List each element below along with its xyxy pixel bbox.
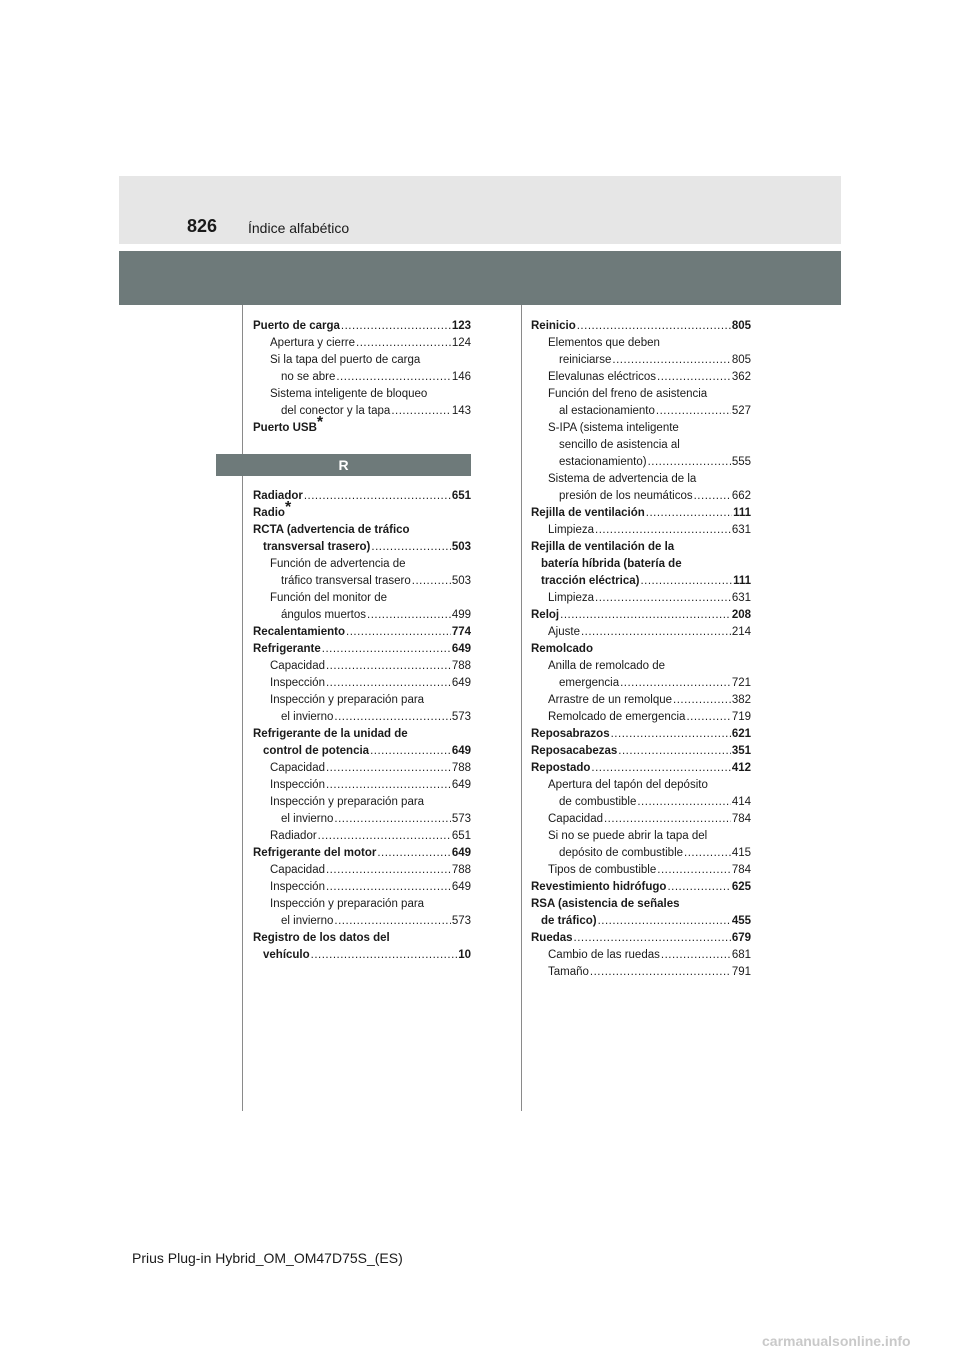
index-column-left [253,318,471,964]
index-entry [253,811,471,828]
dot-leader [326,675,451,692]
page-number: 826 [187,216,218,236]
index-entry: Inspección y preparación para [270,796,425,808]
index-entry: Refrigerante de la unidad de [253,728,408,740]
index-entry [253,760,471,777]
dot-leader [346,624,451,641]
dot-leader [367,607,451,624]
entry-page-number: 415 [731,847,751,859]
dot-leader [598,913,731,930]
entry-page-number: 146 [451,371,471,383]
index-entry: batería híbrida (batería de [541,558,682,570]
index-entry [253,335,471,352]
entry-text: vehículo [263,949,310,961]
entry-text: Tamaño [548,966,589,978]
index-entry [253,573,471,590]
section-letter-header: R [216,454,471,476]
entry-page-number: 10 [458,949,471,961]
dot-leader [334,913,450,930]
entry-text: Radio [253,507,285,519]
entry-text: Reposacabezas [531,745,618,757]
page-title: Índice alfabético [248,220,350,236]
entry-page-number: 351 [731,745,751,757]
entry-page-number: 625 [731,881,751,893]
dot-leader [574,930,731,947]
right-entries [531,318,751,981]
entry-text: transversal trasero) [263,541,371,553]
index-entry [253,369,471,386]
entry-page-number: 573 [451,915,471,927]
index-entry [253,539,471,556]
index-entry [531,947,751,964]
header-band [119,176,841,244]
index-entry: Sistema inteligente de bloqueo [270,388,428,400]
entry-page-number: 805 [731,354,751,366]
index-entry [531,573,751,590]
entry-text: Radiador [270,830,317,842]
dot-leader [356,335,451,352]
entry-page-number: 649 [451,779,471,791]
index-entry [531,913,751,930]
index-entry [531,607,751,624]
entry-page-number: 784 [731,813,751,825]
entry-page-number: 651 [451,830,471,842]
index-entry [253,709,471,726]
index-entry: Función del monitor de [270,592,387,604]
index-column-right [531,318,751,981]
entry-text: tracción eléctrica) [541,575,640,587]
entry-page-number: 412 [731,762,751,774]
footnote-star: * [284,499,292,516]
dot-leader [334,811,450,828]
index-entry: Función de advertencia de [270,558,406,570]
entry-text: Revestimiento hidrófugo [531,881,667,893]
entry-page-number: 649 [451,745,471,757]
index-entry [253,641,471,658]
index-entry [531,488,751,505]
dot-leader [684,845,731,862]
entry-text: Inspección [270,881,325,893]
entry-page-number: 679 [731,932,751,944]
index-entry [253,403,471,420]
entry-page-number: 573 [451,711,471,723]
index-entry: Anilla de remolcado de [548,660,665,672]
dot-leader [648,454,731,471]
entry-page-number: 621 [731,728,751,740]
entry-page-number: 455 [731,915,751,927]
index-entry [253,828,471,845]
dot-leader [334,709,450,726]
entry-text: estacionamiento) [559,456,647,468]
entry-text: Inspección [270,677,325,689]
index-entry [531,692,751,709]
entry-page-number: 573 [451,813,471,825]
entry-text: Reloj [531,609,560,621]
dot-leader [661,947,731,964]
dot-leader [667,879,730,896]
entry-text: Limpieza [548,524,595,536]
index-entry [531,675,751,692]
dot-leader [318,828,451,845]
dot-leader [370,743,451,760]
entry-page-number: 503 [451,541,471,553]
entry-page-number: 662 [731,490,751,502]
entry-page-number: 214 [731,626,751,638]
dot-leader [686,709,730,726]
dot-leader [326,760,451,777]
dot-leader [611,726,731,743]
entry-text: al estacionamiento [559,405,655,417]
dot-leader [657,369,731,386]
index-entry [531,318,751,335]
index-entry [253,777,471,794]
dot-leader [637,794,730,811]
entry-text: Apertura y cierre [270,337,356,349]
index-entry [253,658,471,675]
index-entry: Elementos que deben [548,337,660,349]
entry-page-number: 719 [731,711,751,723]
dot-leader [612,352,730,369]
entry-text: Rejilla de ventilación [531,507,645,519]
index-entry [531,590,751,607]
entry-page-number: 555 [731,456,751,468]
index-entry: Función del freno de asistencia [548,388,708,400]
entry-page-number: 681 [731,949,751,961]
index-entry [531,743,751,760]
index-entry [531,709,751,726]
index-entry: Si no se puede abrir la tapa del [548,830,708,842]
entry-text: el invierno [281,813,334,825]
entry-text: Repostado [531,762,591,774]
left-top-entries [253,318,471,420]
dot-leader [618,743,731,760]
entry-text: Capacidad [270,864,325,876]
dot-leader [673,692,731,709]
index-entry: Si la tapa del puerto de carga [270,354,421,366]
entry-text: el invierno [281,915,334,927]
index-entry [531,845,751,862]
entry-page-number: 503 [451,575,471,587]
index-entry [531,624,751,641]
entry-page-number: 631 [731,524,751,536]
entry-page-number: 123 [451,320,471,332]
index-entry [253,607,471,624]
header-divider-bar [119,251,841,305]
index-entry [253,862,471,879]
entry-page-number: 788 [451,864,471,876]
index-entry: RSA (asistencia de señales [531,898,680,910]
index-entry [531,811,751,828]
entry-page-number: 414 [731,796,751,808]
entry-text: Puerto USB [253,422,317,434]
dot-leader [595,590,731,607]
index-entry [253,318,471,335]
entry-text: reiniciarse [559,354,612,366]
entry-page-number: 111 [733,575,751,587]
dot-leader [560,607,731,624]
entry-text: Ajuste [548,626,580,638]
index-entry [253,845,471,862]
entry-text: de tráfico) [541,915,597,927]
entry-text: Refrigerante del motor [253,847,377,859]
entry-text: Reinicio [531,320,576,332]
dot-leader [336,369,450,386]
index-entry: Apertura del tapón del depósito [548,779,708,791]
entry-page-number: 721 [731,677,751,689]
entry-text: Ruedas [531,932,573,944]
dot-leader [311,947,458,964]
index-entry [531,522,751,539]
index-entry-puerto-usb [253,414,471,437]
index-entry [253,947,471,964]
index-entry [253,675,471,692]
index-entry [531,760,751,777]
dot-leader [322,641,451,658]
dot-leader [604,811,731,828]
entry-text: Limpieza [548,592,595,604]
entry-text: depósito de combustible [559,847,684,859]
entry-page-number: 382 [731,694,751,706]
index-entry [531,726,751,743]
entry-page-number: 111 [733,507,751,519]
entry-page-number: 788 [451,762,471,774]
index-entry [531,879,751,896]
entry-text: Cambio de las ruedas [548,949,660,961]
dot-leader [326,658,451,675]
dot-leader [341,318,451,335]
left-column-rule [242,305,243,1111]
document-footer: Prius Plug-in Hybrid_OM_OM47D75S_(ES) [132,1250,403,1266]
entry-text: el invierno [281,711,334,723]
entry-text: Recalentamiento [253,626,346,638]
index-entry [531,862,751,879]
entry-text: Remolcado de emergencia [548,711,686,723]
left-bottom-entries [253,522,471,964]
index-entry [531,369,751,386]
dot-leader [577,318,731,335]
dot-leader [326,862,451,879]
index-entry: Inspección y preparación para [270,694,425,706]
entry-page-number: 651 [451,490,471,502]
entry-page-number: 788 [451,660,471,672]
entry-text: Radiador [253,490,303,502]
index-entry [531,505,751,522]
index-entry: Sistema de advertencia de la [548,473,697,485]
footnote-star: * [316,414,324,431]
dot-leader [595,522,731,539]
index-entry-radio [253,499,471,522]
entry-text: de combustible [559,796,637,808]
entry-text: Capacidad [548,813,603,825]
dot-leader [590,964,731,981]
index-entry [531,930,751,947]
entry-page-number: 499 [451,609,471,621]
entry-text: ángulos muertos [281,609,367,621]
dot-leader [640,573,732,590]
index-entry [531,454,751,471]
dot-leader [620,675,731,692]
entry-page-number: 143 [451,405,471,417]
index-entry: Registro de los datos del [253,932,390,944]
entry-page-number: 774 [451,626,471,638]
entry-page-number: 124 [451,337,471,349]
index-entry [253,879,471,896]
index-entry [253,913,471,930]
entry-page-number: 649 [451,677,471,689]
entry-text: presión de los neumáticos [559,490,693,502]
entry-page-number: 791 [731,966,751,978]
entry-text: tráfico transversal trasero [281,575,411,587]
entry-text: control de potencia [263,745,370,757]
dot-leader [656,403,731,420]
dot-leader [391,403,450,420]
dot-leader [657,862,731,879]
dot-leader [591,760,730,777]
entry-text: Refrigerante [253,643,321,655]
entry-page-number: 527 [731,405,751,417]
entry-text: Puerto de carga [253,320,340,332]
index-entry [253,624,471,641]
index-entry [531,964,751,981]
entry-text: Inspección [270,779,325,791]
index-entry: RCTA (advertencia de tráfico [253,524,410,536]
index-entry: Inspección y preparación para [270,898,425,910]
dot-leader [694,488,731,505]
dot-leader [646,505,732,522]
index-entry [531,794,751,811]
dot-leader [581,624,731,641]
dot-leader [412,573,451,590]
entry-text: del conector y la tapa [281,405,391,417]
index-entry: Rejilla de ventilación de la [531,541,675,553]
entry-text: Elevalunas eléctricos [548,371,657,383]
entry-text: no se abre [281,371,336,383]
index-entry [531,403,751,420]
entry-page-number: 649 [451,643,471,655]
right-column-rule [521,305,522,1111]
entry-page-number: 631 [731,592,751,604]
index-entry [253,743,471,760]
watermark: carmanualsonline.info [762,1333,911,1349]
dot-leader [377,845,450,862]
entry-text: Tipos de combustible [548,864,657,876]
entry-page-number: 784 [731,864,751,876]
entry-text: Arrastre de un remolque [548,694,673,706]
dot-leader [326,879,451,896]
index-entry: S-IPA (sistema inteligente [548,422,679,434]
index-entry: sencillo de asistencia al [559,439,680,451]
entry-text: Capacidad [270,762,325,774]
dot-leader [304,488,451,505]
entry-page-number: 208 [731,609,751,621]
entry-text: Capacidad [270,660,325,672]
entry-text: Reposabrazos [531,728,610,740]
dot-leader [326,777,451,794]
entry-page-number: 805 [731,320,751,332]
entry-page-number: 649 [451,847,471,859]
index-entry: Remolcado [531,643,593,655]
entry-page-number: 649 [451,881,471,893]
index-entry [531,352,751,369]
entry-text: emergencia [559,677,620,689]
entry-page-number: 362 [731,371,751,383]
dot-leader [371,539,450,556]
